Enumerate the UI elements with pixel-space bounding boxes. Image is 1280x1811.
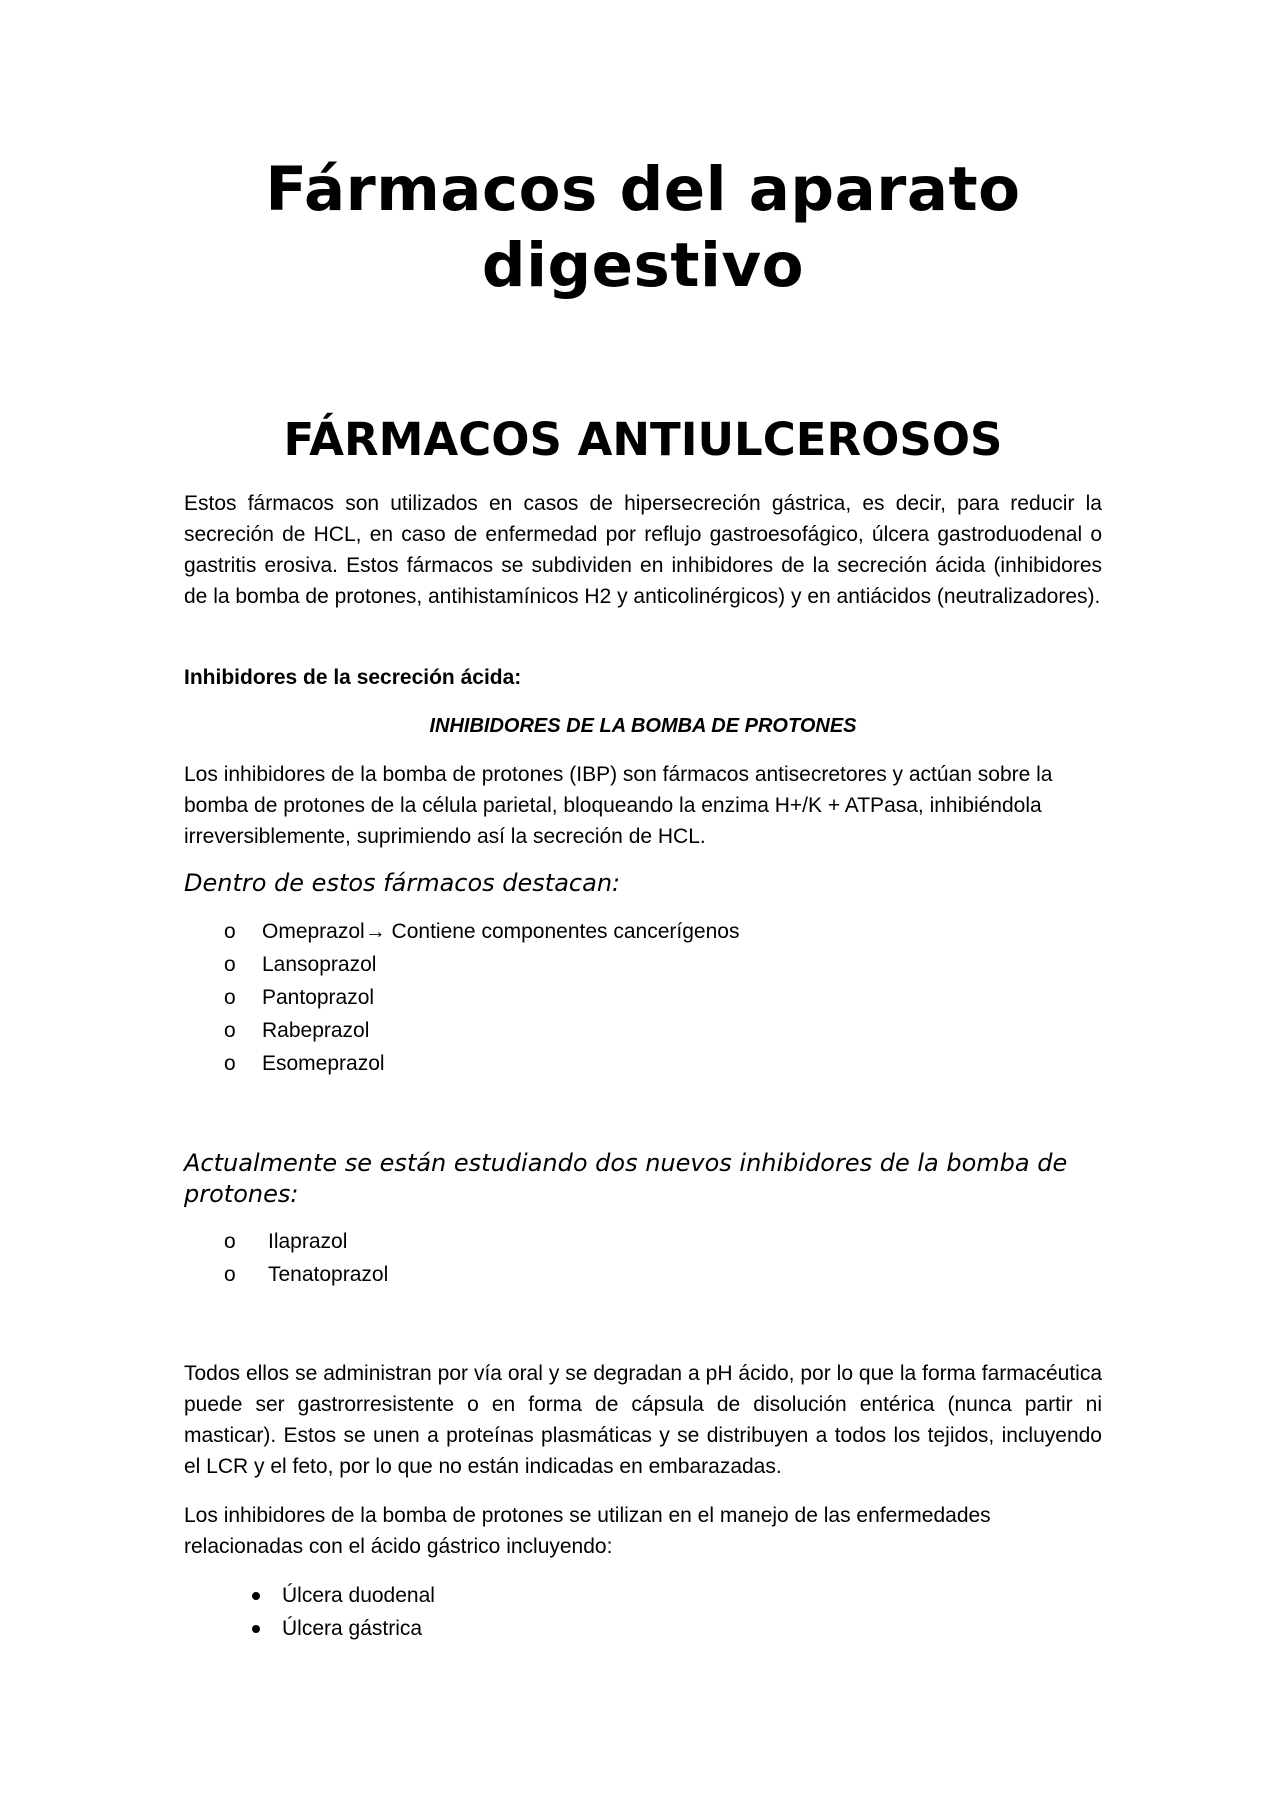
use-item: Úlcera duodenal (282, 1584, 435, 1607)
list-marker: o (224, 986, 236, 1009)
list-item (184, 981, 1102, 1014)
section-title: FÁRMACOS ANTIULCEROSOS (283, 413, 1003, 466)
uses-list (184, 1579, 1102, 1645)
new-drug-list (184, 1225, 1102, 1291)
list-marker: o (224, 1263, 236, 1286)
list-marker: o (224, 920, 236, 943)
ibp-heading: INHIBIDORES DE LA BOMBA DE PROTONES (429, 715, 857, 737)
uses-paragraph: Los inhibidores de la bomba de protones se utilizan en el manejo de las enfermedades relacionadas con el ácido gástrico incluyendo: (184, 1504, 991, 1558)
list-item (184, 1014, 1102, 1047)
drug-list (184, 915, 1102, 1080)
new-drugs-lead: Actualmente se están estudiando dos nuevos inhibidores de la bomba de protones: (184, 1149, 1068, 1208)
list-item-text (262, 915, 739, 948)
highlight-lead: Dentro de estos fármacos destacan: (184, 869, 621, 897)
drug-name: Pantoprazol (262, 986, 375, 1009)
list-marker: o (224, 953, 236, 976)
ibp-paragraph: Los inhibidores de la bomba de protones (IBP) son fármacos antisecretores y actúan sobre la bomba de protones de la célula parietal, bloqueando la enzima H+/K + ATPasa, inhibiéndola irreversiblemente, suprimiendo así la secreción de HCL. (184, 763, 1053, 848)
drug-name: Tenatoprazol (268, 1263, 389, 1286)
intro-paragraph: Estos fármacos son utilizados en casos de hipersecreción gástrica, es decir, para reducir la secreción de HCL, en caso de enfermedad por reflujo gastroesofágico, úlcera gastroduodenal o gastritis erosiva. Estos fármacos se subdividen en inhibidores de la secreción ácida (inhibidores de la bomba de protones, antihistamínicos H2 y anticolinérgicos) y en antiácidos (neutralizadores). (184, 492, 1102, 608)
list-item (184, 948, 1102, 981)
drug-name: Rabeprazol (262, 1019, 370, 1042)
list-item (184, 1258, 1102, 1291)
drug-note: Contiene componentes cancerígenos (391, 920, 740, 943)
arrow-icon: → (364, 920, 386, 943)
drug-name: Lansoprazol (262, 953, 377, 976)
list-item (184, 1612, 1102, 1645)
drug-name: Omeprazol (262, 920, 365, 943)
drug-name: Esomeprazol (262, 1052, 385, 1075)
list-marker: o (224, 1230, 236, 1253)
document-title: Fármacos del aparato digestivo (265, 154, 1021, 301)
bullet-icon (252, 1625, 260, 1633)
subsection-label: Inhibidores de la secreción ácida: (184, 666, 522, 689)
list-marker: o (224, 1052, 236, 1075)
administration-paragraph: Todos ellos se administran por vía oral y se degradan a pH ácido, por lo que la forma farmacéutica puede ser gastrorresistente o en forma de cápsula de disolución entérica (nunca partir ni masticar). Estos se unen a proteínas plasmáticas y se distribuyen a todos los tejidos, incluyendo el LCR y el feto, por lo que no están indicadas en embarazadas. (184, 1362, 1102, 1478)
list-item (184, 1225, 1102, 1258)
list-item (184, 1047, 1102, 1080)
drug-name: Ilaprazol (268, 1230, 348, 1253)
list-item (184, 915, 1102, 948)
list-item (184, 1579, 1102, 1612)
bullet-icon (252, 1592, 260, 1600)
use-item: Úlcera gástrica (282, 1617, 423, 1640)
list-marker: o (224, 1019, 236, 1042)
